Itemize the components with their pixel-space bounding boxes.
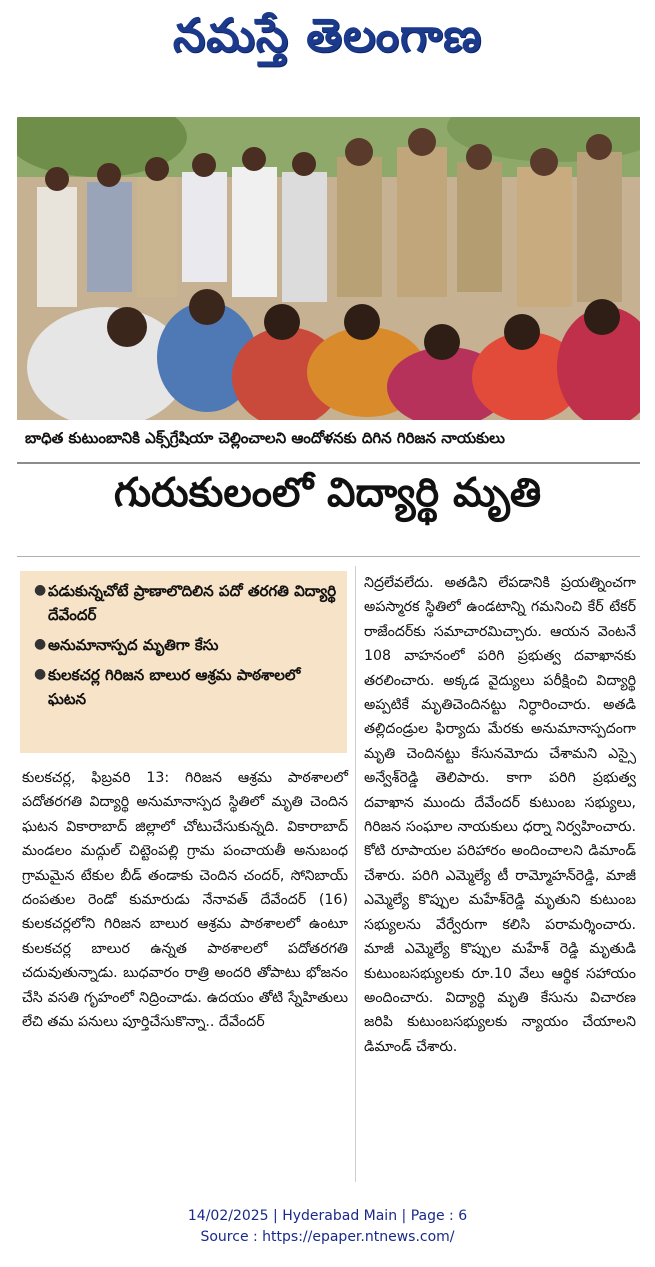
body-paragraph: కులకచర్ల, ఫిబ్రవరి 13: గిరిజన ఆశ్రమ పాఠశాలలో పదోతరగతి విద్యార్థి అనుమానాస్పద స్థితిలో మృతి చెందిన ఘటన వికారాబాద్ జిల్లాలో చోటుచేసుకున్నది. వికారాబాద్ మండలం మద్గుల్ చిట్టెంపల్లి గ్రామ పంచాయతీ అనుబంధ గ్రామమైన టేకుల బీడ్ తండాకు చెందిన చందర్, సోనిబాయ్ దంపతుల రెండో కుమారుడు నేనావత్ దేవేందర్ (16) కులకచర్లలోని గిరిజన బాలుర ఆశ్రమ పాఠశాలలో ఉంటూ కులకచర్ల బాలుర ఉన్నత పాఠశాలలో పదోతరగతి చదువుతున్నాడు. బుధవారం రాత్రి అందరి తోపాటు భోజనం చేసి వసతి గృహంలో నిద్రించాడు. ఉదయం తోటి స్నేహితులు లేచి తమ పనులు పూర్తిచేసుకొన్నా.. దేవేందర్ — [22, 770, 348, 1031]
divider — [17, 462, 640, 464]
headline: గురుకులంలో విద్యార్థి మృతి — [113, 470, 542, 516]
body-paragraph: నిద్రలేవలేదు. అతడిని లేపడానికి ప్రయత్నించగా అపస్మారక స్థితిలో ఉండటాన్ని గమనించి కేర్ టేకర్ రాజేందర్‌కు సమాచారమిచ్చారు. ఆయన వెంటనే 108 వాహనంలో పరిగి ప్రభుత్వ దవాఖానకు తరలించారు. అక్కడ వైద్యులు పరీక్షించి విద్యార్థి అప్పటికే మృతిచెందినట్టు నిర్ధారించారు. అతడి తల్లిదండ్రుల ఫిర్యాదు మేరకు అనుమానాస్పదంగా మృతి చెందినట్టు కేసునమోదు చేశామని ఎస్సై అన్వేశ్‌రెడ్డి తెలిపారు. కాగా పరిగి ప్రభుత్వ దవాఖాన ముందు దేవేందర్ కుటుంబ సభ్యులు, గిరిజన సంఘాల నాయకులు ధర్నా నిర్వహించారు. కోటి రూపాయల పరిహారం అందించాలని డిమాండ్ చేశారు. పరిగి ఎమ్మెల్యే టీ రామ్మోహన్‌రెడ్డి, మాజీ ఎమ్మెల్యే కొప్పుల మహేశ్‌రెడ్డి మృతుని కుటుంబ సభ్యులను వేర్వేరుగా కలిసి పరామర్శించారు. మాజీ ఎమ్మెల్యే కొప్పుల మహేశ్ రెడ్డి మృతుడి కుటుంబసభ్యులకు రూ.10 వేలు ఆర్థిక సహాయం అందించారు. విద్యార్థి మృతి కేసును విచారణ జరిపి కుటుంబసభ్యులకు న్యాయం చేయాలని డిమాండ్ చేశారు. — [364, 575, 636, 1055]
highlight-item — [34, 579, 339, 627]
photo-caption: బాధిత కుటుంబానికి ఎక్స్‌గ్రేషియా చెల్లించాలని ఆందోళనకు దిగిన గిరిజన నాయకులు — [25, 429, 505, 447]
highlight-item — [34, 633, 339, 657]
footer — [0, 1206, 655, 1248]
column-divider — [355, 566, 356, 1182]
masthead-title: నమస్తే తెలంగాణ — [172, 8, 483, 62]
article-body-left — [22, 766, 348, 1034]
bullet-icon: ● — [34, 636, 47, 652]
highlight-text: కులకచర్ల గిరిజన బాలుర ఆశ్రమ పాఠశాలలో ఘటన — [48, 666, 301, 708]
highlights-box — [20, 571, 347, 753]
bullet-icon: ● — [34, 582, 47, 598]
divider — [17, 556, 640, 557]
highlight-item — [34, 663, 339, 711]
footer-source-link[interactable]: Source : https://epaper.ntnews.com/ — [200, 1229, 455, 1245]
footer-date-edition: 14/02/2025 | Hyderabad Main | Page : 6 — [187, 1208, 468, 1224]
news-photo — [17, 117, 640, 420]
article-body-right — [364, 571, 636, 1059]
highlight-text: అనుమానాస్పద మృతిగా కేసు — [48, 636, 219, 654]
protest-photo-illustration — [17, 117, 640, 420]
highlight-text: పడుకున్నచోటే ప్రాణాలొదిలిన పదో తరగతి విద్యార్థి దేవేందర్ — [48, 582, 337, 624]
bullet-icon: ● — [34, 666, 47, 682]
